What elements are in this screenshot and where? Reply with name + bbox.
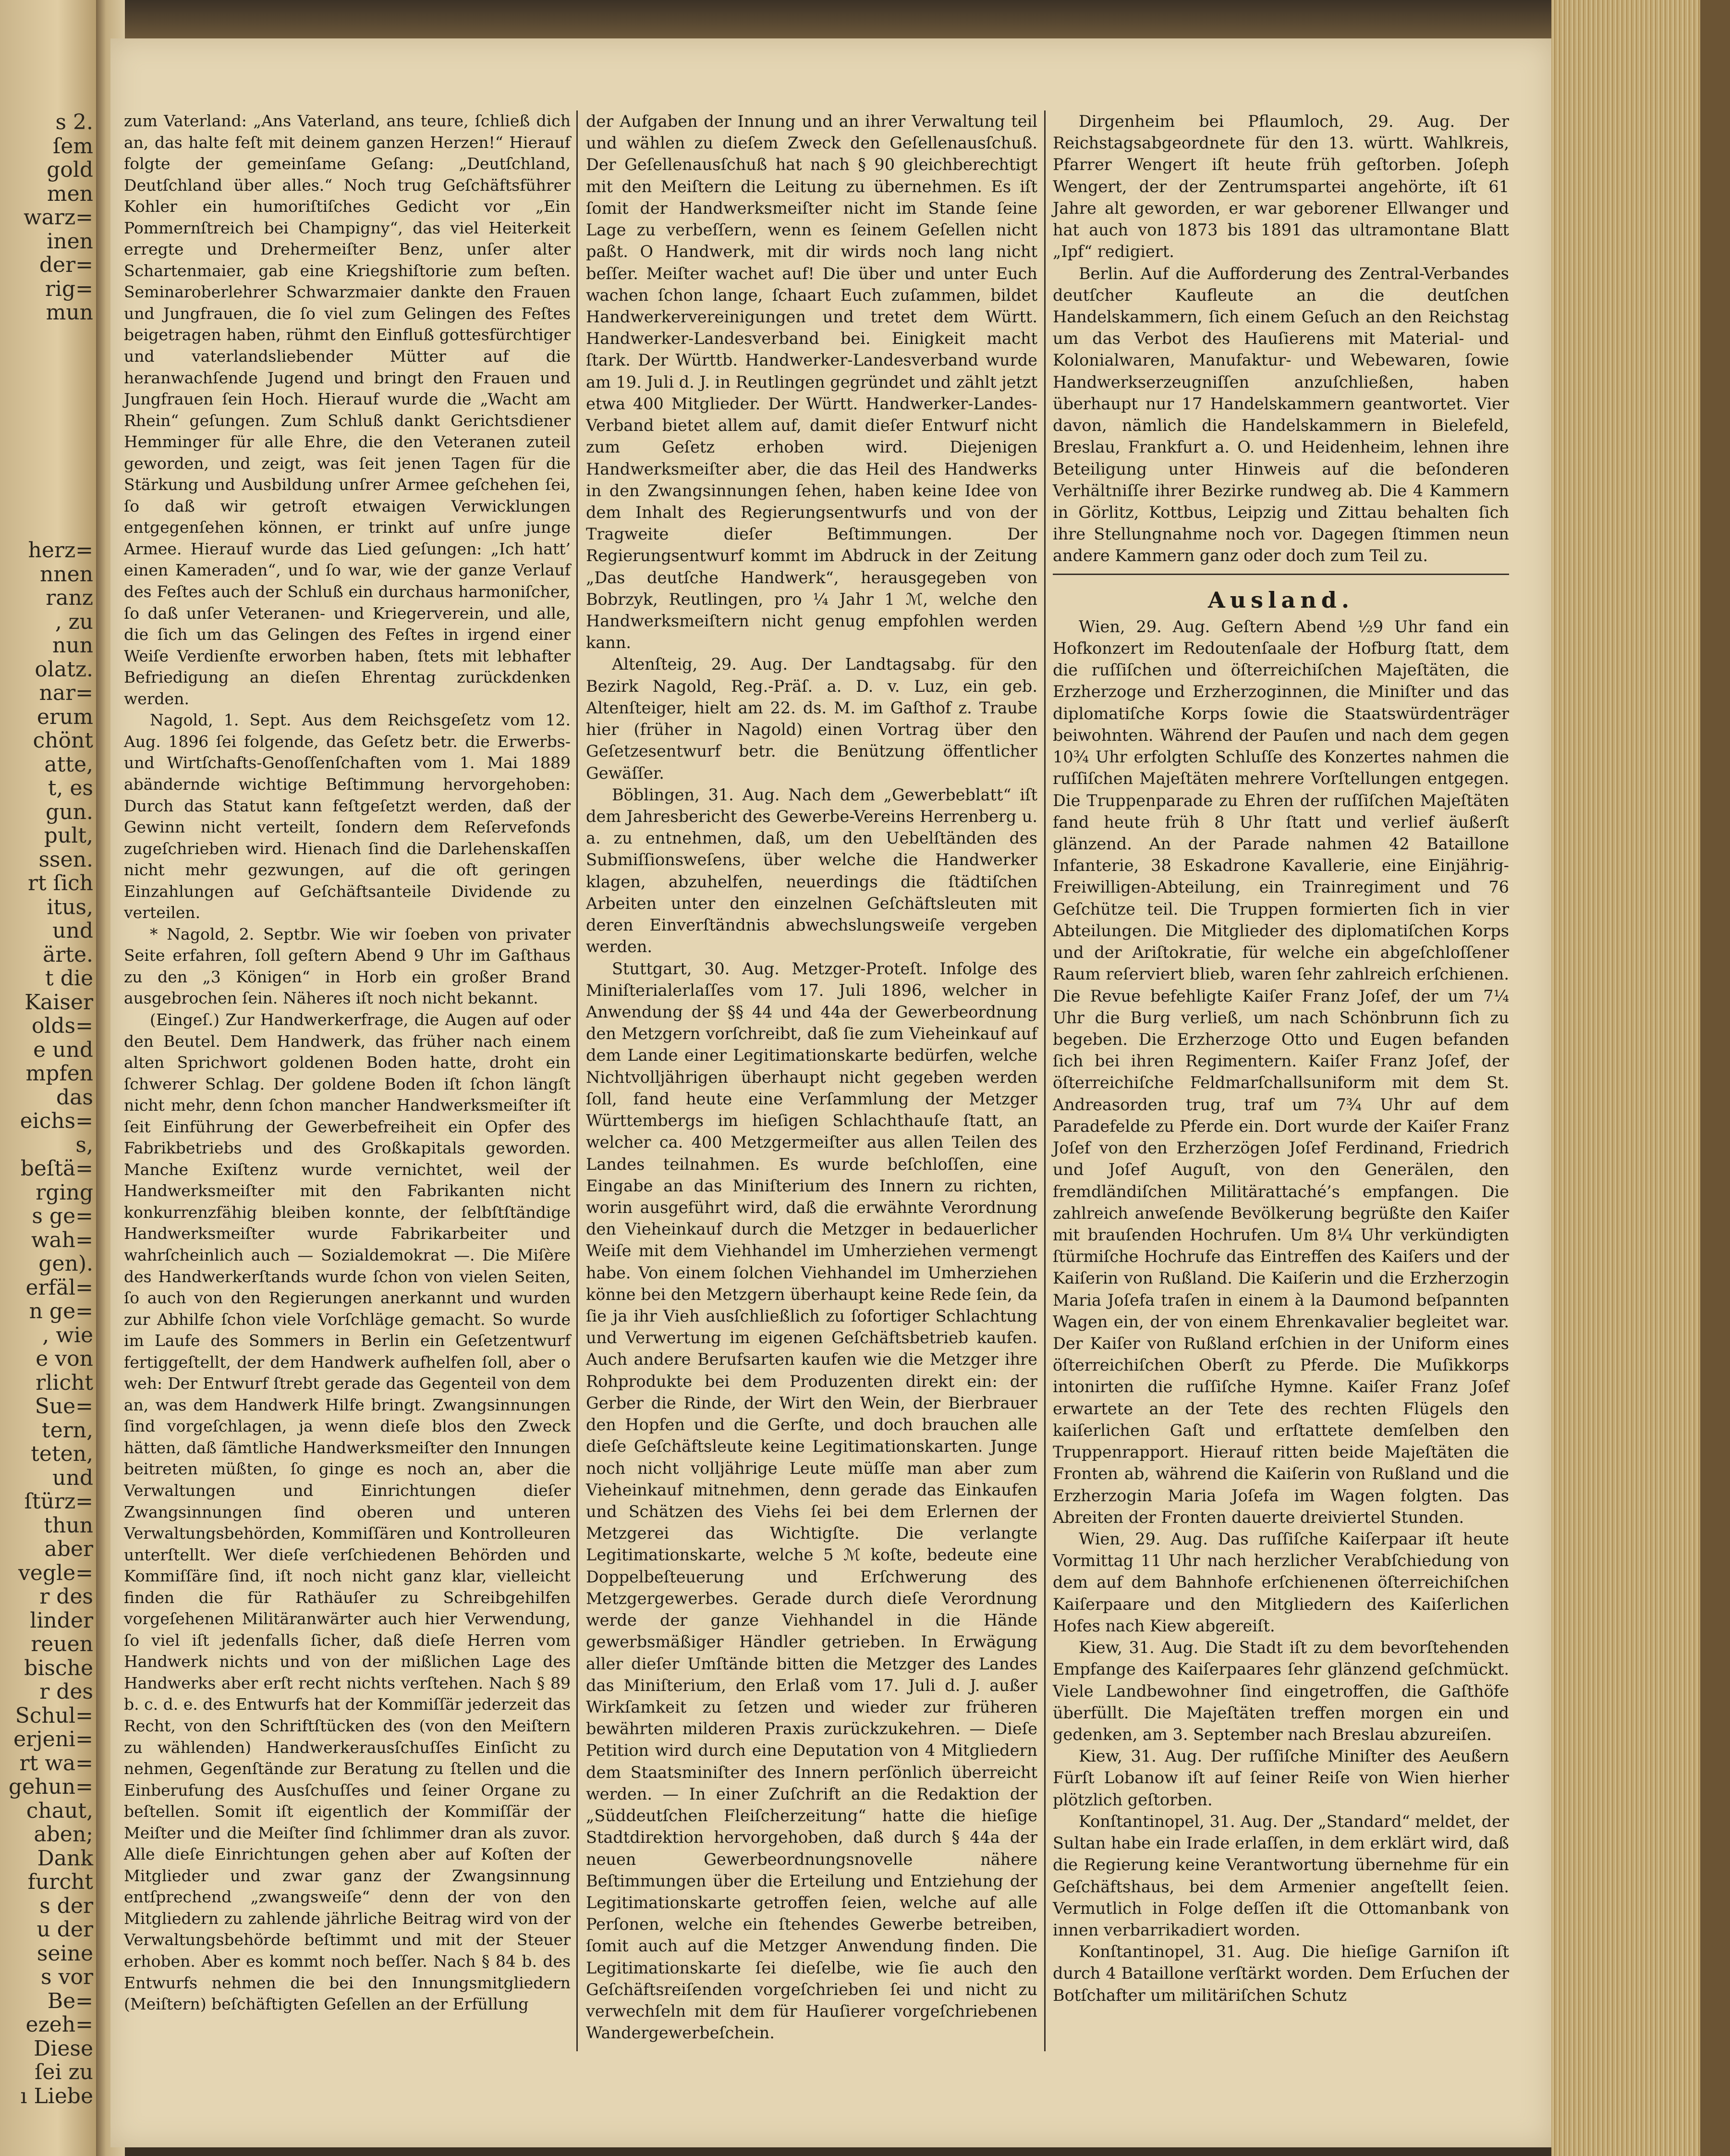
- previous-page-fragment: ſem: [52, 134, 93, 159]
- previous-page-fragment: vegle=: [18, 1560, 93, 1585]
- previous-page-fragment: s,: [75, 1132, 93, 1157]
- previous-page-fragment: t, es: [48, 776, 93, 800]
- column-rule-1: [576, 110, 578, 2051]
- previous-page-fragment: teten,: [31, 1442, 93, 1466]
- previous-page-fragment: atte,: [44, 752, 93, 777]
- previous-page-fragment: erjeni=: [13, 1727, 93, 1752]
- book-cover-edge: [1700, 0, 1730, 2156]
- previous-page-fragment: s 2.: [55, 110, 93, 135]
- previous-page-fragment: inen: [47, 229, 93, 254]
- previous-page-fragment: erfäl=: [25, 1275, 93, 1300]
- previous-page-fragment: bische: [24, 1655, 93, 1680]
- previous-page-fragment: rig=: [45, 276, 93, 301]
- section-heading-ausland: Ausland.: [1208, 587, 1354, 613]
- previous-page-fragment: e von: [36, 1347, 93, 1371]
- previous-page-fragment: rt wa=: [19, 1751, 93, 1776]
- previous-page-fragment: eichs=: [20, 1109, 93, 1133]
- previous-page-fragment: gun.: [46, 799, 93, 824]
- previous-page-fragment: n ge=: [29, 1299, 93, 1323]
- column-3-ausland-news: [1053, 616, 1509, 2006]
- article-paragraph: Böblingen, 31. Aug. Nach dem „Gewerbeblatt“ iſt dem Jahresbericht des Gewerbe-Vereins Herrenberg u. a. zu entnehmen, daß, um den Uebelſtänden des Submiſſionsweſens, über welche die Handwerker klagen, abzuhelfen, neuerdings die ſtädtiſchen Arbeiten unter den einzelnen Geſchäftsleuten mit deren Einverſtändnis abwechslungsweiſe vergeben werden.: [586, 785, 1037, 956]
- previous-page-fragment: und: [52, 1465, 93, 1490]
- article-paragraph: Wien, 29. Aug. Das ruſſiſche Kaiſerpaar iſt heute Vormittag 11 Uhr nach herzlicher Verabſchiedung von dem auf dem Bahnhofe erſchienenen öſterreichiſchen Kaiſerpaare und den Mitgliedern des Kaiſerlichen Hofes nach Kiew abgereiſt.: [1053, 1530, 1509, 1635]
- previous-page-fragment: nar=: [39, 681, 93, 705]
- previous-page-fragment: das: [56, 1085, 93, 1110]
- previous-page-fragment: Dank: [37, 1846, 93, 1871]
- previous-page-fragment: s ge=: [32, 1204, 93, 1228]
- article-paragraph: Berlin. Auf die Aufforderung des Zentral-Verbandes deutſcher Kaufleute an die deutſchen Handelskammern, ſich einem Geſuch an den Reichstag um das Verbot des Hauſierens mit Material- und Kolonialwaren, Manufaktur- und Webewaren, ſowie Handwerkserzeugniſſen anzuſchließen, haben überhaupt nur 17 Handelskammern geantwortet. Vier davon, nämlich die Handelskammern in Bielefeld, Breslau, Frankfurt a. O. und Heidenheim, lehnen ihre Beteiligung unter Hinweis auf die beſonderen Verhältniſſe ihrer Bezirke rundweg ab. Die 4 Kammern in Görlitz, Kottbus, Leipzig und Zittau behalten ſich ihre Stellungnahme noch vor. Dagegen ſtimmen neun andere Kammern ganz oder doch zum Teil zu.: [1053, 264, 1509, 565]
- previous-page-fragment: gen).: [38, 1251, 93, 1276]
- previous-page-fragment: rlicht: [36, 1370, 93, 1395]
- previous-page-fragment: aber: [44, 1537, 93, 1561]
- article-paragraph: zum Vaterland: „Ans Vaterland, ans teure, ſchließ dich an, das halte feſt mit deinem ganzen Herzen!“ Hierauf folgte der gemeinſame Geſang: „Deutſchland, Deutſchland über alles.“ Noch trug Geſchäftsführer Kohler ein humoriſtiſches Gedicht vor „Ein Pommernſtreich bei Champigny“, das viel Heiterkeit erregte und Drehermeiſter Benz, unſer alter Schartenmaier, gab eine Kriegshiſtorie zum beſten. Seminaroberlehrer Schwarzmaier dankte den Frauen und Jungfrauen, die ſo viel zum Gelingen des Feſtes beigetragen haben, rühmt den Einfluß gottesfürchtiger und vaterlandsliebender Mütter auf die heranwachſende Jugend und bringt den Frauen und Jungfrauen ſein Hoch. Hierauf wurde die „Wacht am Rhein“ geſungen. Zum Schluß dankt Gerichtsdiener Hemminger für alle Ehre, die den Veteranen zuteil geworden, und zeigt, was ſeit jenen Tagen für die Stärkung und Ausbildung unſrer Armee geſchehen ſei, ſo daß wir getroſt etwaigen Verwicklungen entgegenſehen können, er trinkt auf unſre junge Armee. Hierauf wurde das Lied geſungen: „Ich hatt’ einen Kameraden“, und ſo war, wie der ganze Verlauf des Feſtes auch der Schluß ein durchaus harmoniſcher, ſo daß unſer Veteranen- und Kriegerverein, und alle, die ſich um das Gelingen des Feſtes in irgend einer Weiſe Verdienſte erworben haben, ſtets mit lebhafter Befriedigung an dieſen Ehrentag zurückdenken werden.: [124, 111, 571, 708]
- column-3: [1053, 110, 1509, 2006]
- previous-page-fragment: t die: [45, 966, 93, 991]
- column-1: [124, 110, 571, 2015]
- previous-page-fragment: gehun=: [8, 1775, 93, 1799]
- previous-page-fragment: ezeh=: [25, 2012, 93, 2037]
- article-paragraph: * Nagold, 2. Septbr. Wie wir ſoeben von privater Seite erfahren, ſoll geſtern Abend 9 Uhr im Gaſthaus zu den „3 Königen“ in Horb ein großer Brand ausgebrochen ſein. Näheres iſt noch nicht bekannt.: [124, 924, 571, 1008]
- article-paragraph: Dirgenheim bei Pflaumloch, 29. Aug. Der Reichstagsabgeordnete für den 13. württ. Wahlkreis, Pfarrer Wengert iſt heute früh geſtorben. Joſeph Wengert, der der Zentrumspartei angehörte, iſt 61 Jahre alt geworden, er war geborener Ellwanger und hat auch von 1873 bis 1891 das ultramontane Blatt „Ipf“ redigiert.: [1053, 112, 1509, 261]
- previous-page-fragment: s vor: [41, 1965, 93, 1989]
- previous-page-fragment: ı Liebe: [20, 2083, 93, 2108]
- previous-page-fragment: furcht: [27, 1870, 93, 1894]
- previous-page-fragment: erum: [37, 704, 93, 729]
- previous-page-fragment: mpfen: [25, 1061, 93, 1086]
- article-paragraph: Kiew, 31. Aug. Der ruſſiſche Miniſter des Aeußern Fürſt Lobanow iſt auf ſeiner Reiſe von Wien hierher plötzlich geſtorben.: [1053, 1747, 1509, 1809]
- column-3-inland-news: [1053, 110, 1509, 567]
- previous-page-fragment: wah=: [31, 1227, 93, 1252]
- previous-page-fragment: r des: [39, 1584, 93, 1609]
- article-paragraph: Wien, 29. Aug. Geſtern Abend ½9 Uhr fand ein Hofkonzert im Redoutenſaale der Hofburg ſtatt, dem die ruſſiſchen und öſterreichiſchen Majeſtäten, die Erzherzoge und Erzherzoginnen, die Miniſter und das diplomatiſche Korps ſowie die Staatswürdenträger beiwohnten. Während der Pauſen und nach dem gegen 10¾ Uhr erfolgten Schluſſe des Konzertes nahmen die ruſſiſchen Majeſtäten mehrere Vorſtellungen entgegen. Die Truppenparade zu Ehren der ruſſiſchen Majeſtäten fand heute früh 8 Uhr ſtatt und verlief äußerſt glänzend. An der Parade nahmen 42 Bataillone Infanterie, 38 Eskadrone Kavallerie, eine Einjährig-Freiwilligen-Abteilung, ein Trainregiment und 76 Geſchütze teil. Die Truppen formierten ſich in vier Abteilungen. Die Mitglieder des diplomatiſchen Korps und der Ariſtokratie, für welche ein abgeſchloſſener Raum reſerviert blieb, waren ſehr zahlreich erſchienen. Die Revue befehligte Kaiſer Franz Joſef, der um 7¼ Uhr die Burg verließ, um nach Schönbrunn ſich zu begeben. Die Erzherzoge Otto und Eugen befanden ſich bei ihren Regimentern. Kaiſer Franz Joſef, der öſterreichiſche Feldmarſchallsuniform mit dem St. Andreasorden trug, traf um 7¾ Uhr auf dem Paradefelde zu Pferde ein. Dort wurde der Kaiſer Franz Joſef von den Erzherzögen Joſef Ferdinand, Friedrich und Joſef Auguſt, von den Generälen, den fremdländiſchen Militärattaché’s empfangen. Die zahlreich anweſende Bevölkerung begrüßte den Kaiſer mit brauſenden Hochrufen. Um 8¼ Uhr verkündigten ſtürmiſche Hochrufe das Eintreffen des Kaiſers und der Kaiſerin von Rußland. Die Kaiſerin und die Erzherzogin Maria Joſefa traſen in einem à la Daumond beſpannten Wagen ein, der von einem Ehrenkavalier begleitet war. Der Kaiſer von Rußland erſchien in der Uniform eines öſterreichiſchen Oberſt zu Pferde. Die Muſikkorps intonirten die ruſſiſche Hymne. Kaiſer Franz Joſef erwartete an der Tete des rechten Flügels den kaiſerlichen Gaſt und erſtattete demſelben den Truppenrapport. Hierauf ritten beide Majeſtäten die Fronten ab, während die Kaiſerin von Rußland und die Erzherzogin Maria Joſefa im Wagen folgten. Das Abreiten der Fronten dauerte dreiviertel Stunden.: [1053, 617, 1509, 1527]
- previous-page-fragment: s der: [39, 1893, 93, 1918]
- previous-page-fragment: ſei zu: [35, 2060, 93, 2084]
- previous-page-fragment: gold: [47, 158, 93, 182]
- previous-page-fragment: beſtä=: [20, 1156, 93, 1181]
- previous-page-fragment: r des: [39, 1679, 93, 1704]
- previous-page-fragment: chönt: [33, 728, 93, 753]
- previous-page-fragment: Schul=: [15, 1703, 93, 1728]
- book-top-edge: [110, 0, 1730, 38]
- previous-page-fragment: e und: [33, 1037, 93, 1062]
- previous-page-fragment: mun: [46, 300, 93, 325]
- previous-page-fragment: ‚ zu: [55, 609, 93, 634]
- previous-page-fragment: der=: [39, 253, 93, 277]
- previous-page-fragment: nun: [52, 633, 93, 658]
- previous-page-fragment: seine: [37, 1941, 93, 1966]
- previous-page-fragment: reuen: [31, 1632, 93, 1656]
- previous-page-fragment: ärte.: [43, 942, 93, 967]
- article-paragraph: Konſtantinopel, 31. Aug. Die hieſige Garniſon iſt durch 4 Bataillone verſtärkt worden. Dem Erſuchen der Botſchafter um militäriſchen Schutz: [1053, 1942, 1509, 2005]
- article-paragraph: der Aufgaben der Innung und an ihrer Verwaltung teil und wählen zu dieſem Zweck den Geſellenausſchuß. Der Geſellenausſchuß hat nach § 90 gleichberechtigt mit den Meiſtern die Leitung zu übernehmen. Es iſt ſomit der Handwerksmeiſter nicht im Stande ſeine Lage zu verbeſſern, wenn es ſeinem Geſellen nicht paßt. O Handwerk, mit dir wirds noch lang nicht beſſer. Meiſter wachet auf! Die über und unter Euch wachen ſchon lange, ſchaart Euch zuſammen, bildet Handwerkervereinigungen und tretet dem Württ. Handwerker-Landesverband bei. Einigkeit macht ſtark. Der Württb. Handwerker-Landesverband wurde am 19. Juli d. J. in Reutlingen gegründet und zählt jetzt etwa 400 Mitglieder. Der Württ. Handwerker-Landes-Verband bietet allem auf, damit dieſer Entwurf nicht zum Geſetz erhoben wird. Diejenigen Handwerksmeiſter aber, die das Heil des Handwerks in den Zwangsinnungen ſehen, haben keine Idee von dem Inhalt des Regierungsentwurfs und von der Tragweite dieſer Beſtimmungen. Der Regierungsentwurf kommt im Abdruck in der Zeitung „Das deutſche Handwerk“, herausgegeben von Bobrzyk, Reutlingen, pro ¼ Jahr 1 ℳ, welche den Handwerksmeiſtern nicht genug empfohlen werden kann.: [586, 112, 1037, 652]
- previous-page-fragment: warz=: [24, 205, 93, 230]
- section-divider: [1053, 574, 1509, 575]
- previous-page-fragment: thun: [44, 1513, 93, 1538]
- previous-page-fragment: Be=: [47, 1988, 93, 2013]
- previous-page-edge: [0, 0, 96, 2156]
- previous-page-fragment: ssen.: [38, 847, 93, 872]
- previous-page-fragment: Kaiser: [24, 990, 93, 1015]
- previous-page-fragment: ſtürz=: [24, 1489, 93, 1514]
- previous-page-fragment: itus,: [47, 894, 93, 919]
- previous-page-fragment: aben;: [34, 1822, 93, 1847]
- previous-page-fragment: u der: [37, 1917, 93, 1942]
- previous-page-fragment: , wie: [42, 1323, 93, 1348]
- previous-page-fragment: pult,: [44, 823, 93, 848]
- article-paragraph: (Eingeſ.) Zur Handwerkerfrage, die Augen auf oder den Beutel. Dem Handwerk, das früher nach einem alten Sprichwort goldenen Boden hatte, droht ein ſchwerer Schlag. Der goldene Boden iſt ſchon längſt nicht mehr, denn ſchon mancher Handwerksmeiſter iſt ſeit Einführung der Gewerbefreiheit ein Opfer des Fabrikbetriebs und des Großkapitals geworden. Manche Exiſtenz wurde vernichtet, weil der Handwerksmeiſter mit den Fabrikanten nicht konkurrenzfähig bleiben konnte, der ſelbſtſtändige Handwerksmeiſter wurde Fabrikarbeiter und wahrſcheinlich auch — Sozialdemokrat —. Die Miſère des Handwerkerſtands wurde ſchon von vielen Seiten, ſo auch von den Regierungen anerkannt und wurden zur Abhilfe ſchon viele Vorſchläge gemacht. So wurde im Laufe des Sommers in Berlin ein Geſetzentwurf fertiggeſtellt, der dem Handwerk aufhelfen ſoll, aber o weh: Der Entwurf ſtrebt gerade das Gegenteil von dem an, was dem Handwerk Hilfe bringt. Zwangsinnungen ſind vorgeſchlagen, ja wenn dieſe blos den Zweck hätten, daß ſämtliche Handwerksmeiſter den Innungen beitreten müßten, ſo ginge es noch an, aber die Verwaltungen und Einrichtungen dieſer Zwangsinnungen ſind oberen und unteren Verwaltungsbehörden, Kommiſſären und Kontrolleuren unterſtellt. Wer dieſe verſchiedenen Behörden und Kommiſſäre ſind, iſt noch nicht ganz klar, vielleicht finden die für Rathäuſer zu Schreibgehilfen vorgeſehenen Militäranwärter auch hier Verwendung, ſo viel iſt jedenfalls ſicher, daß dieſe Herren vom Handwerk nichts und von der mißlichen Lage des Handwerks aber erſt recht nichts verſtehen. Nach § 89 b. c. d. e. des Entwurfs hat der Kommiſſär jederzeit das Recht, von den Schriftſtücken des (von den Meiſtern zu wählenden) Handwerkerausſchuſſes Einſicht zu nehmen, Gegenſtände zur Beratung zu ſtellen und die Einberufung des Ausſchuſſes und ſeiner Organe zu beſtellen. Somit iſt eigentlich der Kommiſſär der Meiſter und die Meiſter ſind ſchlimmer dran als zuvor. Alle dieſe Einrichtungen gehen aber auf Koſten der Mitglieder und zwar ganz der Zwangsinnung entſprechend „zwangsweiſe“ denn der von den Mitgliedern zu zahlende jährliche Beitrag wird von der Verwaltungsbehörde beſtimmt und mit der Steuer erhoben. Aber es kommt noch beſſer. Nach § 84 b. des Entwurfs nehmen die bei den Innungsmitgliedern (Meiſtern) beſchäftigten Geſellen an der Erfüllung: [124, 1010, 571, 2014]
- previous-page-fragment: und: [52, 919, 93, 943]
- previous-page-fragment: herz=: [28, 538, 93, 563]
- previous-page-fragment: ranz: [46, 586, 93, 610]
- article-paragraph: Kiew, 31. Aug. Die Stadt iſt zu dem bevorſtehenden Empfange des Kaiſerpaares ſehr glänzend geſchmückt. Viele Landbewohner ſind eingetroffen, die Gaſthöfe überfüllt. Die Majeſtäten treffen morgen ein und gedenken, am 3. September nach Breslau abzureiſen.: [1053, 1638, 1509, 1744]
- previous-page-fragment: men: [47, 181, 93, 206]
- article-paragraph: Altenſteig, 29. Aug. Der Landtagsabg. für den Bezirk Nagold, Reg.-Präſ. a. D. v. Luz, ein geb. Altenſteiger, hielt am 22. ds. M. im Gaſthof z. Traube hier (früher in Nagold) einen Vortrag über den Geſetzesentwurf betr. die Benützung öffentlicher Gewäſſer.: [586, 655, 1037, 783]
- article-paragraph: Stuttgart, 30. Aug. Metzger-Proteſt. Infolge des Miniſterialerlaſſes vom 17. Juli 1896, welcher in Anwendung der §§ 44 und 44a der Gewerbeordnung den Metzgern vorſchreibt, daß ſie zum Vieheinkauf auf dem Lande einer Legitimationskarte bedürfen, welche Nichtvolljährigen überhaupt nicht gegeben werden ſoll, fand heute eine Verſammlung der Metzger Württembergs im hieſigen Schlachthauſe ſtatt, an welcher ca. 400 Metzgermeiſter aus allen Teilen des Landes teilnahmen. Es wurde beſchloſſen, eine Eingabe an das Miniſterium des Innern zu richten, worin ausgeführt wird, daß die erwähnte Verordnung den Vieheinkauf durch die Metzger in bedauerlicher Weiſe mit dem Viehhandel im Umherziehen vermengt habe. Von einem ſolchen Viehhandel im Umherziehen könne bei den Metzgern überhaupt keine Rede ſein, da ſie ja ihr Vieh ausſchließlich zu ſofortiger Schlachtung und Verwertung im eigenen Geſchäftsbetrieb kaufen. Auch andere Berufsarten kaufen wie die Metzger ihre Rohprodukte bei dem Produzenten direkt ein: der Gerber die Rinde, der Wirt den Wein, der Bierbrauer den Hopfen und die Gerſte, und doch brauchen alle dieſe Geſchäftsleute keine Legitimationskarten. Junge noch nicht volljährige Leute müſſe man aber zum Vieheinkauf mitnehmen, denn gerade das Einkaufen und Schätzen des Viehs ſei bei dem Erlernen der Metzgerei das Wichtigſte. Die verlangte Legitimationskarte, welche 5 ℳ koſte, bedeute eine Doppelbeſteuerung und Erſchwerung des Metzgergewerbes. Gerade durch dieſe Verordnung werde der ganze Viehhandel in die Hände gewerbsmäßiger Händler getrieben. In Erwägung aller dieſer Umſtände bitten die Metzger des Landes das Miniſterium, den Erlaß vom 17. Juli d. J. außer Wirkſamkeit zu ſetzen und wieder zur früheren bewährten milderen Praxis zurückzukehren. — Dieſe Petition wird durch eine Deputation von 4 Mitgliedern dem Staatsminiſter des Innern perſönlich überreicht werden. — In einer Zuſchrift an die Redaktion der „Süddeutſchen Fleiſcherzeitung“ hatte die hieſige Stadtdirektion hervorgehoben, daß durch § 44a der neuen Gewerbeordnungsnovelle nähere Beſtimmungen über die Erteilung und Entziehung der Legitimationskarte getroffen ſeien, welche auf alle Perſonen, welche ein ſtehendes Gewerbe betreiben, ſomit auch auf die Metzger Anwendung finden. Die Legitimationskarte ſei dieſelbe, wie ſie auch den Geſchäftsreiſenden vorgeſchrieben ſei und nicht zu verwechſeln mit dem für Hauſierer vorgeſchriebenen Wandergewerbeſchein.: [586, 959, 1037, 2043]
- previous-page-fragment: linder: [30, 1608, 93, 1633]
- previous-page-fragment: olatz.: [35, 657, 93, 682]
- column-rule-2: [1044, 110, 1046, 2051]
- previous-page-fragment: olds=: [31, 1014, 93, 1038]
- previous-page-fragment: tern,: [41, 1418, 93, 1443]
- column-2: [586, 110, 1037, 2044]
- previous-page-fragment: rging: [36, 1180, 93, 1205]
- previous-page-fragment: Diese: [33, 2036, 93, 2061]
- previous-page-fragment: Sue=: [35, 1394, 93, 1419]
- previous-page-fragment: nnen: [39, 562, 93, 587]
- article-paragraph: Nagold, 1. Sept. Aus dem Reichsgeſetz vom 12. Aug. 1896 ſei folgende, das Geſetz betr. die Erwerbs- und Wirtſchafts-Genoſſenſchaften vom 1. Mai 1889 abändernde wichtige Beſtimmung hervorgehoben: Durch das Statut kann feſtgeſetzt werden, daß der Gewinn nicht verteilt, ſondern dem Reſervefonds zugeſchrieben wird. Hienach ſind die Darlehenskaſſen nicht mehr gezwungen, auf die oft geringen Einzahlungen auf Geſchäftsanteile Dividende zu verteilen.: [124, 710, 571, 922]
- previous-page-fragment: chaut,: [26, 1798, 93, 1823]
- article-paragraph: Konſtantinopel, 31. Aug. Der „Standard“ meldet, der Sultan habe ein Irade erlaſſen, in dem erklärt wird, daß die Regierung keine Verantwortung übernehme für ein Geſchäftshaus, bei dem Armenier angeſtellt ſeien. Vermutlich in Folge deſſen iſt die Ottomanbank von innen verbarrikadiert worden.: [1053, 1812, 1509, 1939]
- previous-page-fragment: rt ſich: [27, 871, 93, 895]
